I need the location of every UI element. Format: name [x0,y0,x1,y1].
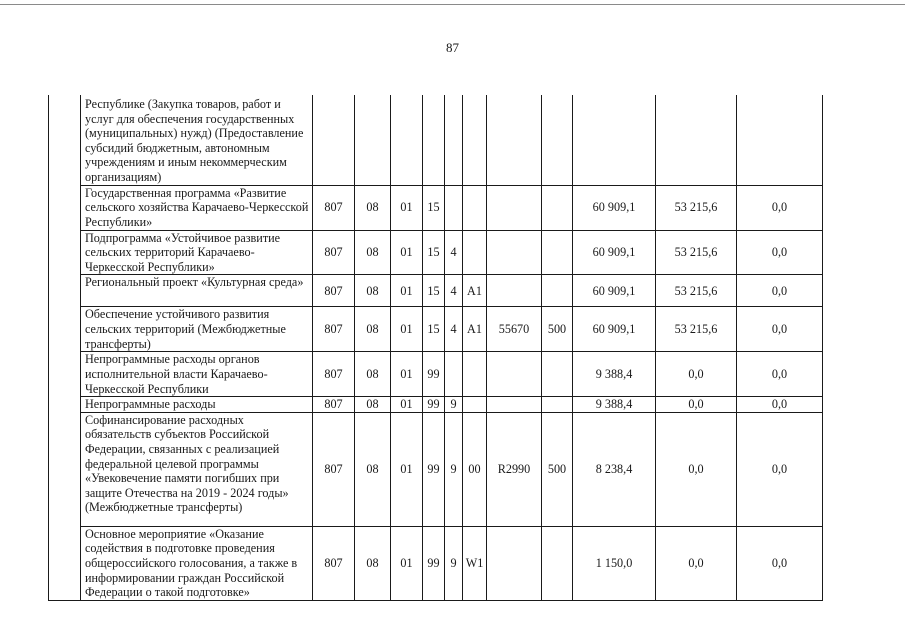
section-code-cell: 08 [355,412,391,526]
amount-year3-cell: 0,0 [737,275,823,307]
row-margin-cell [49,95,81,185]
top-rule [0,4,905,5]
target-article-cell [487,397,542,413]
ministry-code-cell: 807 [313,397,355,413]
section-code-cell: 08 [355,307,391,352]
amount-year2-cell: 0,0 [656,352,737,397]
program-code-cell [423,95,445,185]
expense-type-cell [542,230,573,275]
row-name-cell: Софинансирование расходных обязательств субъектов Российской Федерации, связанных с реализацией федеральной целевой программы «Увековечение памяти погибших при защите Отечества на 2019 - 2024 годы» (Межбюджетные трансферты) [81,412,313,526]
amount-year2-cell: 0,0 [656,526,737,600]
subprogram-code-cell: 9 [445,526,463,600]
table-row [49,185,823,230]
subsection-code-cell [391,95,423,185]
amount-year1-cell: 9 388,4 [573,397,656,413]
direction-code-cell: 00 [463,412,487,526]
amount-year3-cell: 0,0 [737,185,823,230]
section-code-cell: 08 [355,397,391,413]
amount-year3-cell: 0,0 [737,526,823,600]
row-margin-cell [49,526,81,600]
direction-code-cell: А1 [463,275,487,307]
amount-year1-cell: 60 909,1 [573,185,656,230]
program-code-cell: 99 [423,352,445,397]
direction-code-cell: W1 [463,526,487,600]
direction-code-cell [463,230,487,275]
ministry-code-cell: 807 [313,275,355,307]
direction-code-cell: А1 [463,307,487,352]
subsection-code-cell: 01 [391,526,423,600]
expense-type-cell [542,397,573,413]
table-row [49,352,823,397]
expense-type-cell [542,95,573,185]
row-margin-cell [49,397,81,413]
amount-year1-cell: 1 150,0 [573,526,656,600]
program-code-cell: 15 [423,185,445,230]
ministry-code-cell: 807 [313,526,355,600]
row-name-cell: Обеспечение устойчивого развития сельских территорий (Межбюджетные трансферты) [81,307,313,352]
row-name-cell: Республике (Закупка товаров, работ и услуг для обеспечения государственных (муниципальных) нужд) (Предоставление субсидий бюджетным, автономным учреждениям и иным некоммерческим организациям) [81,95,313,185]
row-margin-cell [49,275,81,307]
program-code-cell: 99 [423,397,445,413]
expense-type-cell [542,352,573,397]
subsection-code-cell: 01 [391,352,423,397]
amount-year3-cell: 0,0 [737,307,823,352]
direction-code-cell [463,397,487,413]
expense-type-cell [542,526,573,600]
amount-year2-cell: 53 215,6 [656,185,737,230]
amount-year1-cell: 8 238,4 [573,412,656,526]
table-row [49,95,823,185]
row-margin-cell [49,230,81,275]
subprogram-code-cell [445,95,463,185]
amount-year2-cell: 0,0 [656,397,737,413]
program-code-cell: 15 [423,275,445,307]
target-article-cell: 55670 [487,307,542,352]
row-name-cell: Непрограммные расходы органов исполнительной власти Карачаево-Черкесской Республики [81,352,313,397]
ministry-code-cell: 807 [313,307,355,352]
section-code-cell: 08 [355,230,391,275]
expense-type-cell [542,185,573,230]
amount-year3-cell: 0,0 [737,352,823,397]
row-margin-cell [49,412,81,526]
page-number: 87 [446,40,459,55]
subprogram-code-cell [445,352,463,397]
direction-code-cell [463,352,487,397]
row-margin-cell [49,307,81,352]
amount-year3-cell: 0,0 [737,397,823,413]
expense-type-cell [542,275,573,307]
ministry-code-cell: 807 [313,230,355,275]
program-code-cell: 15 [423,230,445,275]
amount-year3-cell [737,95,823,185]
amount-year2-cell: 53 215,6 [656,275,737,307]
table-row [49,275,823,307]
row-margin-cell [49,352,81,397]
target-article-cell: R2990 [487,412,542,526]
subprogram-code-cell: 4 [445,230,463,275]
target-article-cell [487,185,542,230]
subsection-code-cell: 01 [391,397,423,413]
program-code-cell: 99 [423,526,445,600]
amount-year2-cell: 0,0 [656,412,737,526]
program-code-cell: 15 [423,307,445,352]
amount-year1-cell [573,95,656,185]
table-row [49,526,823,600]
amount-year2-cell: 53 215,6 [656,230,737,275]
section-code-cell: 08 [355,275,391,307]
amount-year2-cell [656,95,737,185]
row-margin-cell [49,185,81,230]
section-code-cell: 08 [355,526,391,600]
ministry-code-cell: 807 [313,352,355,397]
table-row [49,397,823,413]
subsection-code-cell: 01 [391,307,423,352]
amount-year3-cell: 0,0 [737,412,823,526]
section-code-cell: 08 [355,352,391,397]
row-name-cell: Региональный проект «Культурная среда» [81,275,313,307]
amount-year1-cell: 60 909,1 [573,307,656,352]
amount-year3-cell: 0,0 [737,230,823,275]
row-name-cell: Государственная программа «Развитие сельского хозяйства Карачаево-Черкесской Республики» [81,185,313,230]
target-article-cell [487,275,542,307]
ministry-code-cell: 807 [313,412,355,526]
direction-code-cell [463,95,487,185]
table-row [49,412,823,526]
subsection-code-cell: 01 [391,185,423,230]
subsection-code-cell: 01 [391,230,423,275]
subprogram-code-cell: 4 [445,307,463,352]
table-row [49,307,823,352]
table-row [49,230,823,275]
table-body [49,95,823,600]
amount-year1-cell: 9 388,4 [573,352,656,397]
row-name-cell: Непрограммные расходы [81,397,313,413]
budget-table [48,95,823,601]
section-code-cell: 08 [355,185,391,230]
row-name-cell: Основное мероприятие «Оказание содействия в подготовке проведения общероссийского голосования, а также в информировании граждан Российской Федерации о такой подготовке» [81,526,313,600]
ministry-code-cell [313,95,355,185]
expense-type-cell: 500 [542,412,573,526]
amount-year2-cell: 53 215,6 [656,307,737,352]
ministry-code-cell: 807 [313,185,355,230]
subprogram-code-cell: 9 [445,397,463,413]
subprogram-code-cell: 4 [445,275,463,307]
amount-year1-cell: 60 909,1 [573,230,656,275]
subprogram-code-cell: 9 [445,412,463,526]
amount-year1-cell: 60 909,1 [573,275,656,307]
section-code-cell [355,95,391,185]
subsection-code-cell: 01 [391,412,423,526]
target-article-cell [487,230,542,275]
target-article-cell [487,352,542,397]
subprogram-code-cell [445,185,463,230]
expense-type-cell: 500 [542,307,573,352]
direction-code-cell [463,185,487,230]
subsection-code-cell: 01 [391,275,423,307]
target-article-cell [487,95,542,185]
program-code-cell: 99 [423,412,445,526]
row-name-cell: Подпрограмма «Устойчивое развитие сельских территорий Карачаево-Черкесской Республики» [81,230,313,275]
target-article-cell [487,526,542,600]
